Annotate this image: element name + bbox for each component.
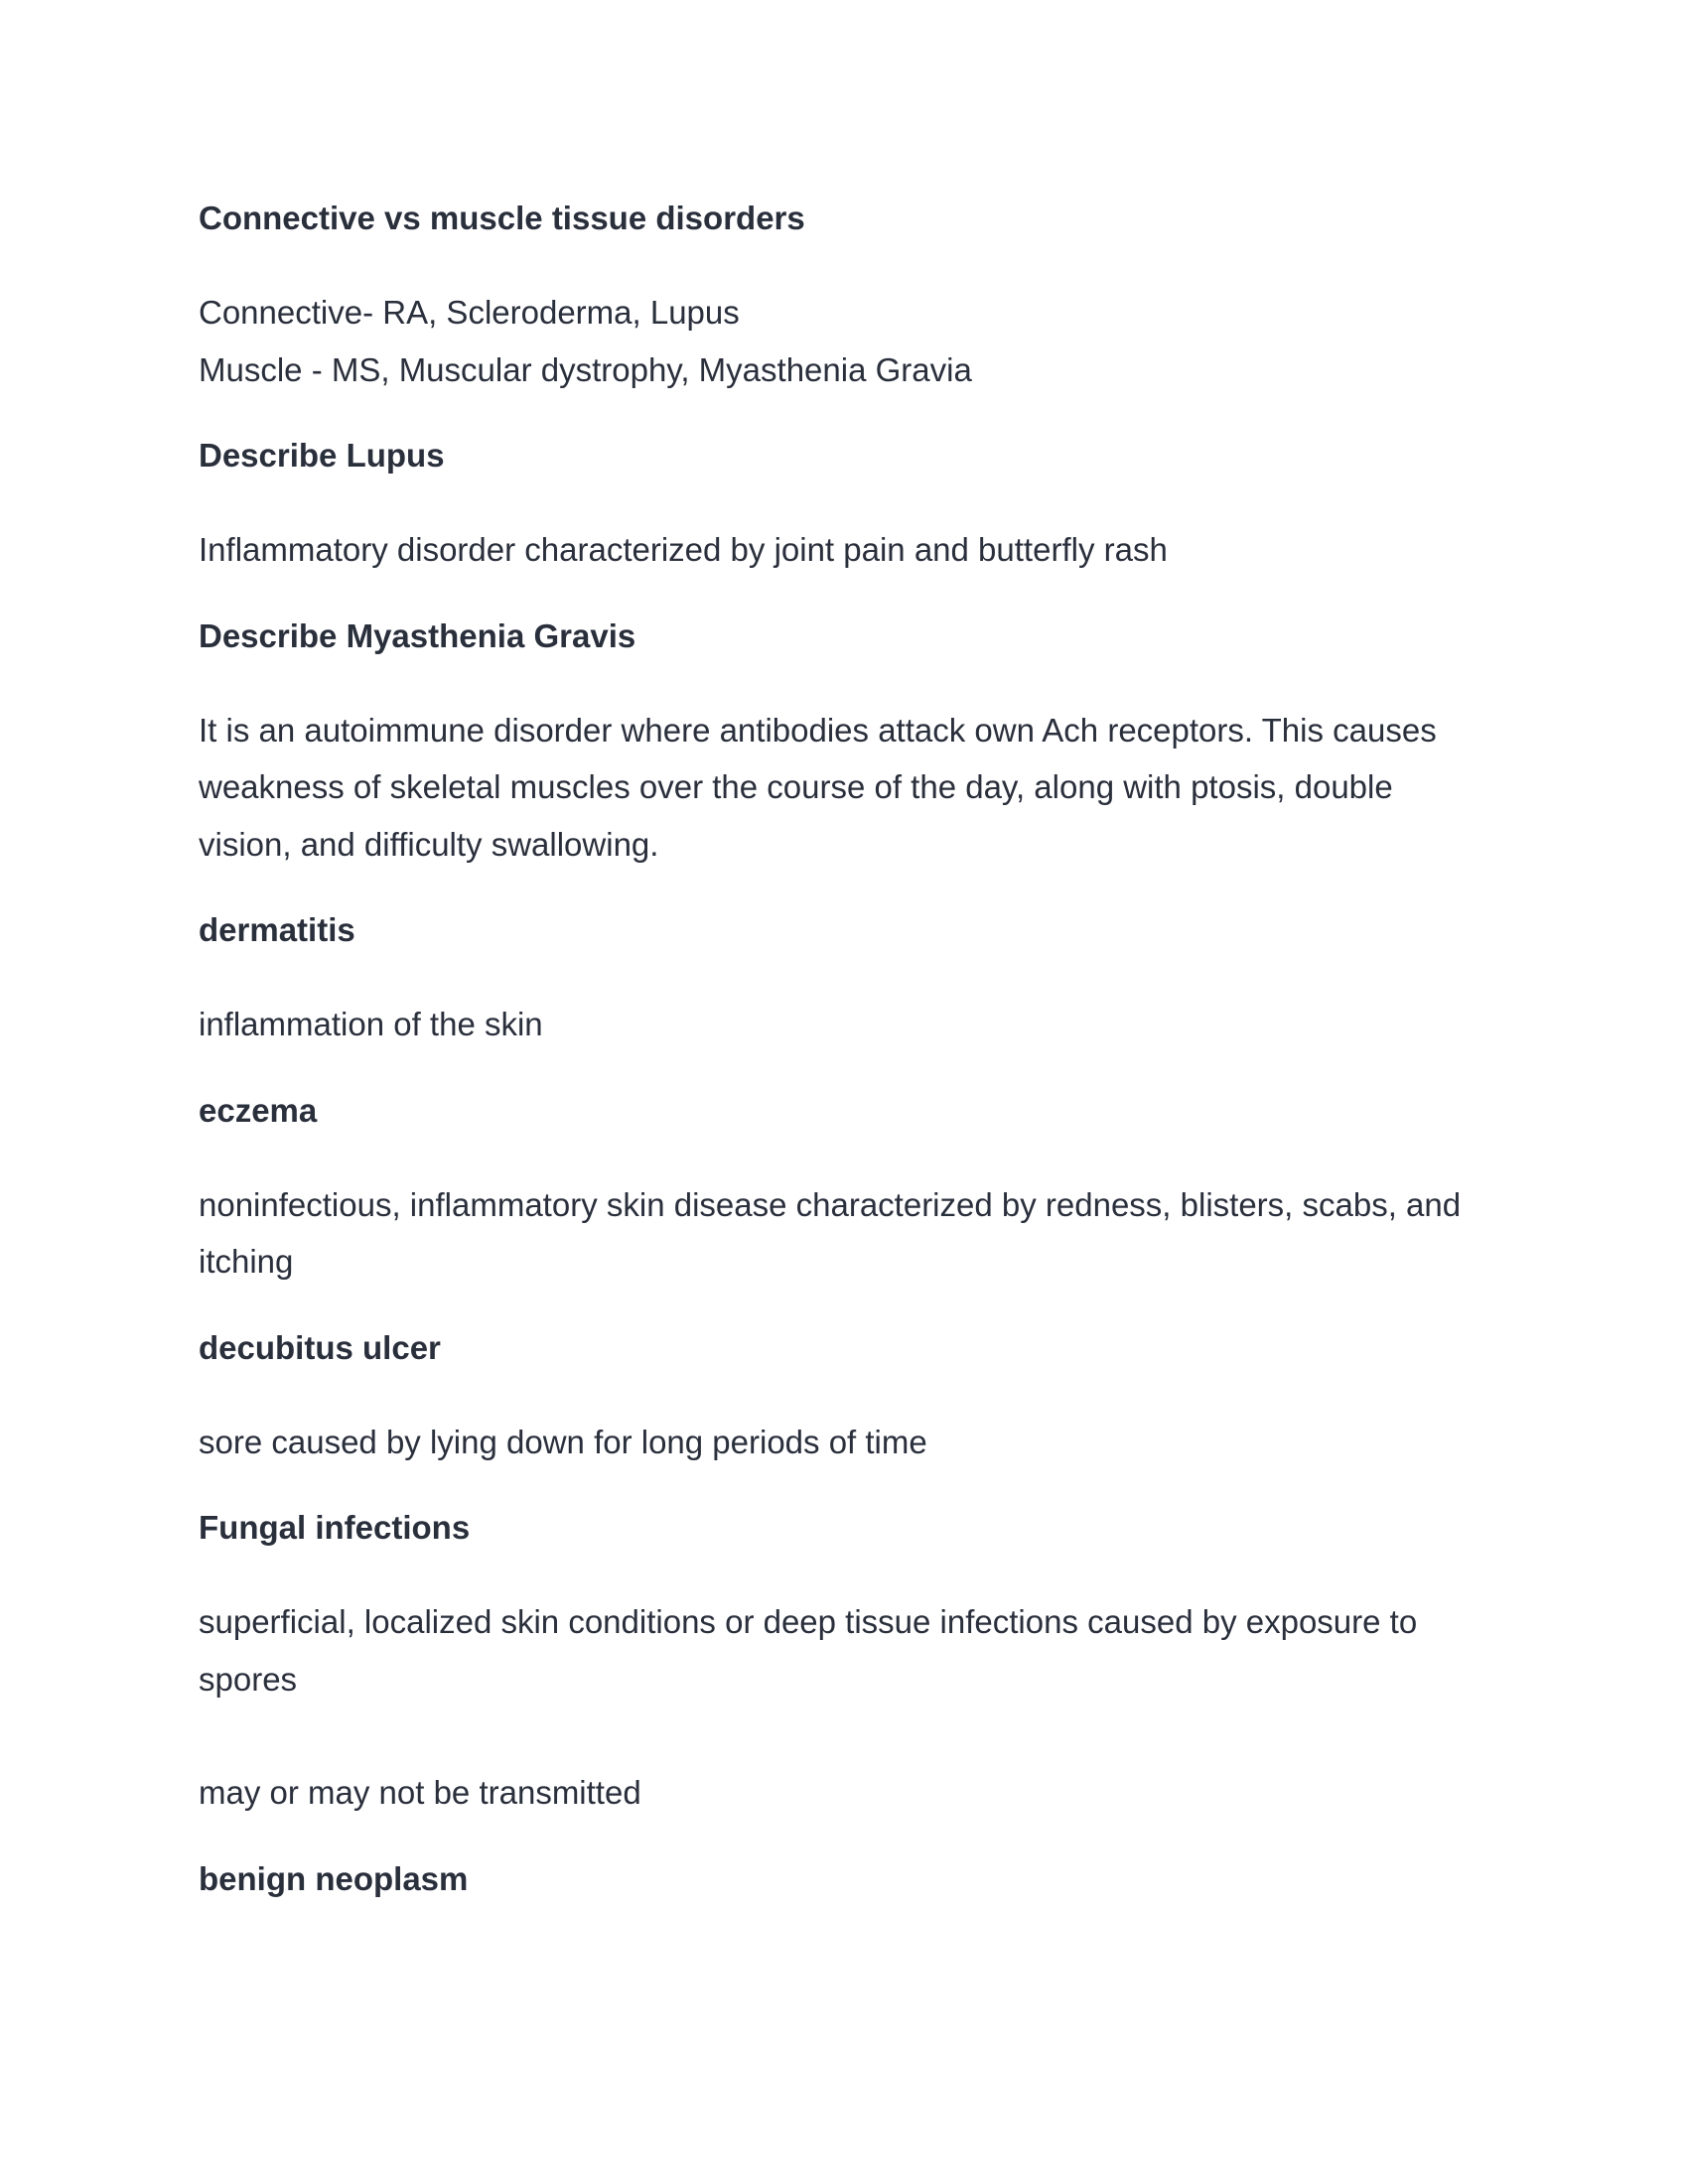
card-definition xyxy=(199,996,1489,1053)
card-term: Connective vs muscle tissue disorders xyxy=(199,200,805,236)
card-fungal-infections xyxy=(199,1504,1489,1822)
card-term: benign neoplasm xyxy=(199,1859,469,1897)
definition-line: superficial, localized skin conditions or deep tissue infections caused by exposure to spores xyxy=(199,1603,1418,1698)
card-definition xyxy=(199,1176,1489,1291)
card-decubitus-ulcer xyxy=(199,1324,1489,1471)
card-term: dermatitis xyxy=(199,911,355,948)
card-describe-lupus xyxy=(199,432,1489,579)
card-benign-neoplasm xyxy=(199,1855,1489,1903)
card-connective-vs-muscle xyxy=(199,195,1489,398)
card-definition xyxy=(199,1593,1489,1822)
definition-line: sore caused by lying down for long periods of time xyxy=(199,1423,927,1460)
definition-line: Connective- RA, Scleroderma, Lupus xyxy=(199,294,740,331)
card-describe-myasthenia-gravis xyxy=(199,613,1489,874)
definition-line: may or may not be transmitted xyxy=(199,1774,641,1811)
card-term: Describe Lupus xyxy=(199,437,445,474)
card-eczema xyxy=(199,1087,1489,1291)
definition-line: inflammation of the skin xyxy=(199,1006,543,1042)
card-term: eczema xyxy=(199,1091,318,1129)
card-term: decubitus ulcer xyxy=(199,1328,441,1366)
card-term: Fungal infections xyxy=(199,1509,471,1546)
definition-line: Muscle - MS, Muscular dystrophy, Myasthenia Gravia xyxy=(199,350,972,388)
definition-line: noninfectious, inflammatory skin disease characterized by redness, blisters, scabs, and itching xyxy=(199,1185,1462,1280)
card-definition xyxy=(199,284,1489,398)
card-definition xyxy=(199,521,1489,579)
card-dermatitis xyxy=(199,906,1489,1053)
flashcard-list xyxy=(199,195,1489,1945)
card-definition xyxy=(199,1414,1489,1471)
card-definition xyxy=(199,702,1489,874)
card-term: Describe Myasthenia Gravis xyxy=(199,616,636,654)
definition-line: It is an autoimmune disorder where antibodies attack own Ach receptors. This causes weakness of skeletal muscles over the course of the day, along with ptosis, double vision, and difficulty swallowing. xyxy=(199,711,1437,863)
definition-line: Inflammatory disorder characterized by joint pain and butterfly rash xyxy=(199,531,1168,568)
